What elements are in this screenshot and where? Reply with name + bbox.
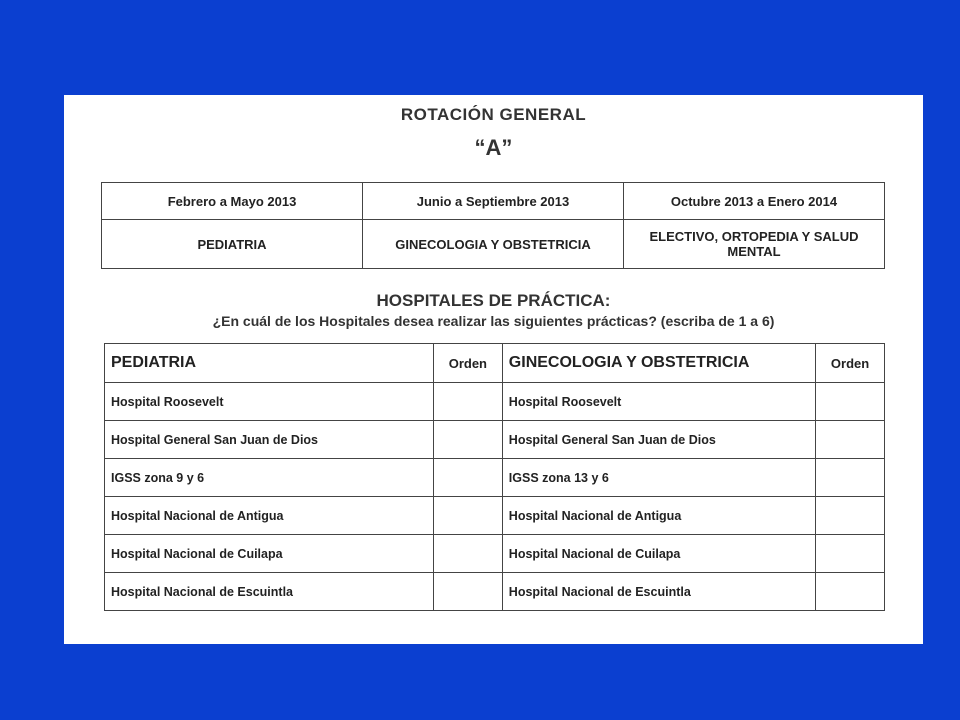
order-input-cell[interactable] [816,421,885,459]
table-row [105,383,885,421]
table-row [105,459,885,497]
hospital-name-cell: Hospital Nacional de Antigua [105,497,434,535]
order-input-cell[interactable] [816,535,885,573]
area-cell: ELECTIVO, ORTOPEDIA Y SALUD MENTAL [624,220,885,269]
hospitals-table [104,343,885,611]
document-title: ROTACIÓN GENERAL [400,105,587,124]
order-input-cell[interactable] [816,383,885,421]
table-row [105,535,885,573]
hospital-name-cell: Hospital General San Juan de Dios [105,421,434,459]
document-page [64,95,923,644]
hospital-name-cell: Hospital General San Juan de Dios [502,421,815,459]
hospital-name-cell: Hospital Nacional de Cuilapa [502,535,815,573]
period-cell: Junio a Septiembre 2013 [363,183,624,220]
hospital-name-cell: Hospital Roosevelt [502,383,815,421]
order-input-cell[interactable] [816,573,885,611]
rotation-periods-row [102,183,885,220]
table-row [105,573,885,611]
order-input-cell[interactable] [433,535,502,573]
period-cell: Octubre 2013 a Enero 2014 [624,183,885,220]
table-row [105,497,885,535]
hospital-name-cell: IGSS zona 13 y 6 [502,459,815,497]
order-input-cell[interactable] [433,383,502,421]
hospital-name-cell: Hospital Nacional de Antigua [502,497,815,535]
order-input-cell[interactable] [433,497,502,535]
area-cell: PEDIATRIA [102,220,363,269]
hospital-name-cell: IGSS zona 9 y 6 [105,459,434,497]
hospitals-question: ¿En cuál de los Hospitales desea realizar las siguientes prácticas? (escriba de 1 a 6) [212,313,775,329]
order-input-cell[interactable] [816,459,885,497]
hospitals-header-row [105,344,885,383]
pediatria-header: PEDIATRIA [105,344,434,383]
order-header: Orden [433,344,502,383]
hospital-name-cell: Hospital Roosevelt [105,383,434,421]
rotation-table [101,182,885,269]
ginecologia-header: GINECOLOGIA Y OBSTETRICIA [502,344,815,383]
document-subtitle: “A” [474,135,513,160]
hospital-name-cell: Hospital Nacional de Escuintla [502,573,815,611]
order-input-cell[interactable] [433,421,502,459]
table-row [105,421,885,459]
hospital-name-cell: Hospital Nacional de Cuilapa [105,535,434,573]
hospital-name-cell: Hospital Nacional de Escuintla [105,573,434,611]
period-cell: Febrero a Mayo 2013 [102,183,363,220]
order-header: Orden [816,344,885,383]
rotation-areas-row [102,220,885,269]
order-input-cell[interactable] [433,459,502,497]
area-cell: GINECOLOGIA Y OBSTETRICIA [363,220,624,269]
hospitals-heading: HOSPITALES DE PRÁCTICA: [376,291,611,310]
order-input-cell[interactable] [816,497,885,535]
order-input-cell[interactable] [433,573,502,611]
